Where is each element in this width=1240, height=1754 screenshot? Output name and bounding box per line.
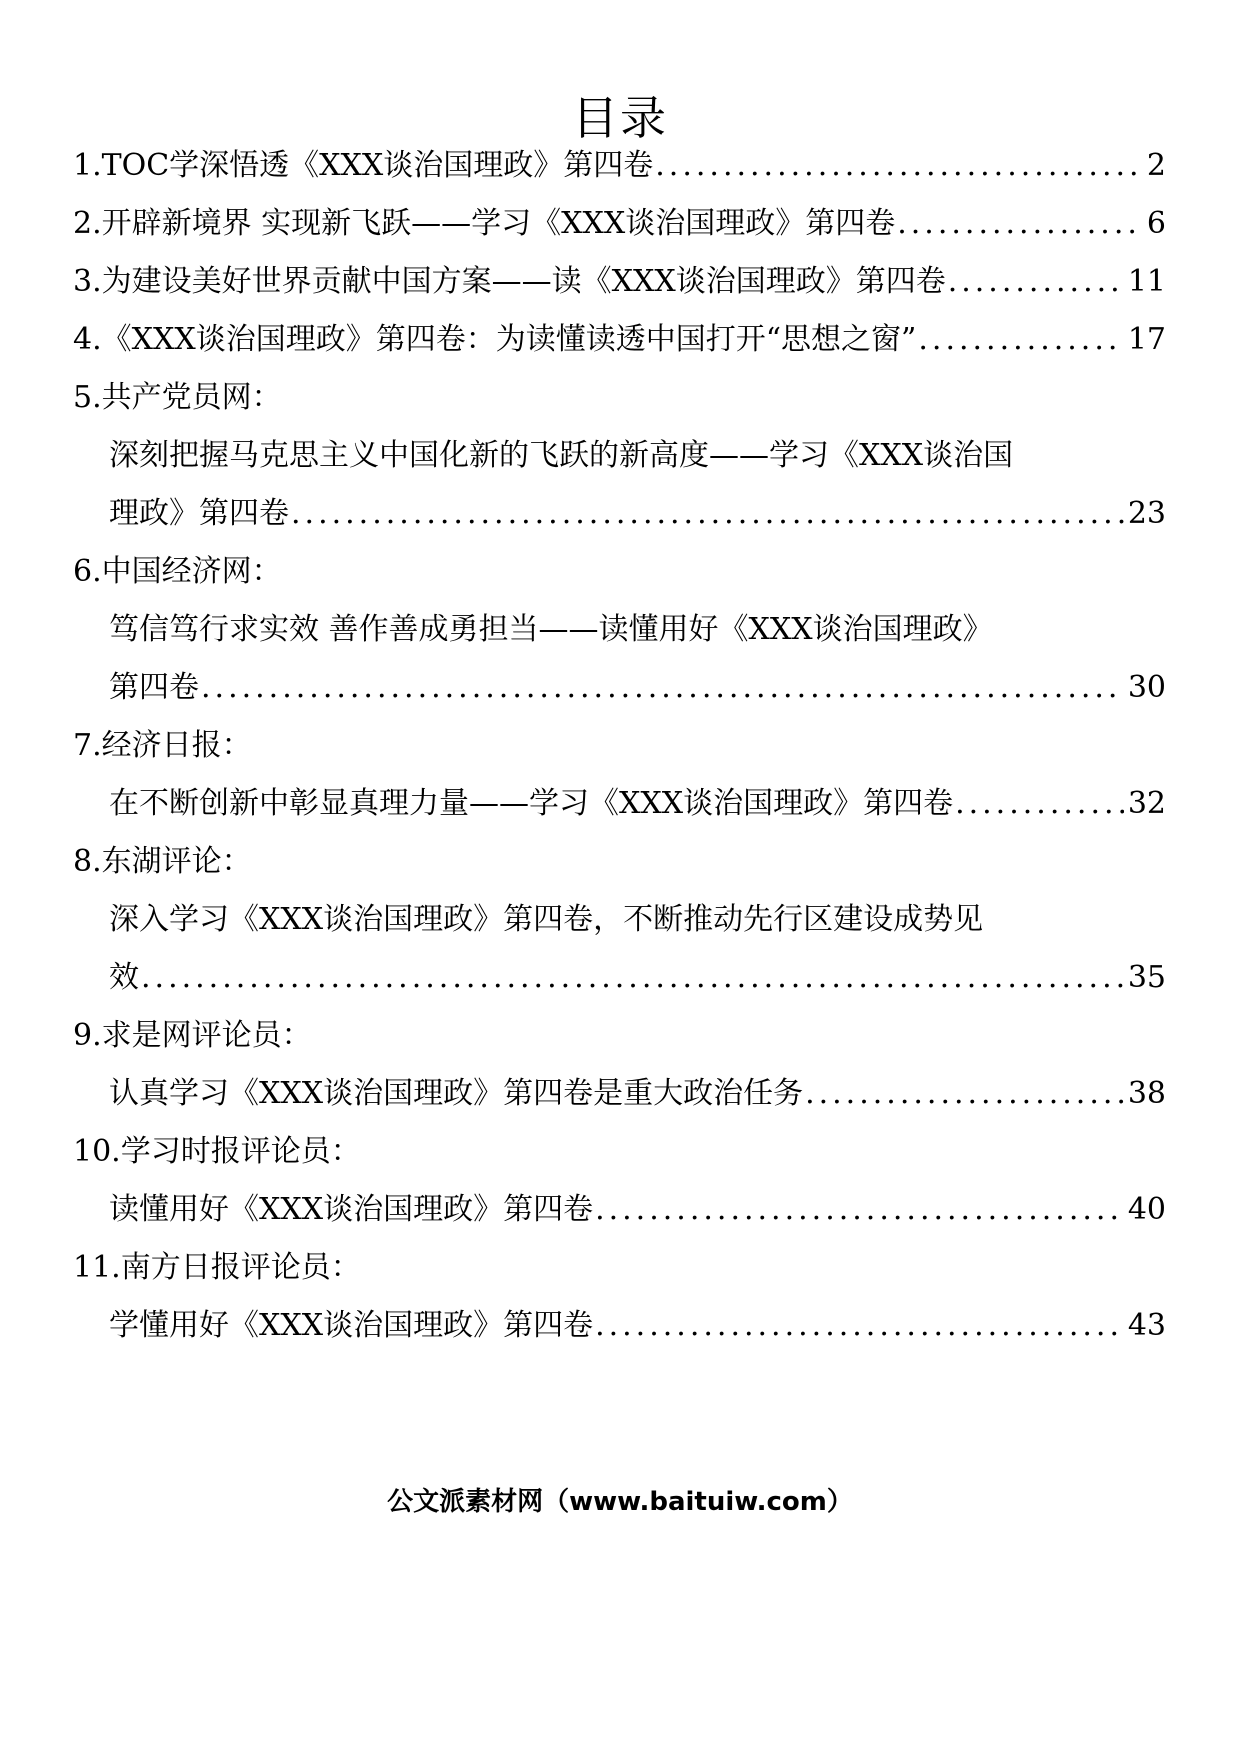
toc-entry-text: 第四卷 (109, 670, 199, 705)
leader-dots (897, 199, 1143, 249)
toc-entry-heading-8 (73, 837, 1166, 887)
toc-entry-heading-10 (73, 1127, 1166, 1177)
footer-watermark: 公文派素材网（www.baituiw.com） (387, 1487, 853, 1517)
toc-entry-text: 读懂用好《XXX谈治国理政》第四卷 (109, 1192, 594, 1227)
toc-entry-11[interactable] (109, 1301, 1166, 1351)
toc-page-number: 38 (1127, 1076, 1166, 1111)
toc-entry-text: 效 (109, 960, 139, 995)
toc-page-number: 43 (1127, 1308, 1166, 1343)
toc-entry-heading: 9.求是网评论员： (73, 1018, 312, 1053)
toc-page-number: 2 (1146, 148, 1166, 183)
toc-entry-3[interactable] (73, 257, 1166, 307)
toc-entry-text: 理政》第四卷 (109, 496, 289, 531)
toc-entry-5-line1[interactable] (109, 431, 1166, 481)
toc-page-number: 23 (1127, 496, 1166, 531)
leader-dots (955, 779, 1124, 829)
leader-dots (201, 663, 1124, 713)
toc-entry-8[interactable] (109, 953, 1166, 1003)
toc-entry-6[interactable] (109, 663, 1166, 713)
leader-dots (918, 315, 1123, 365)
toc-entry-5[interactable] (109, 489, 1166, 539)
toc-entry-heading: 10.学习时报评论员： (73, 1134, 361, 1169)
toc-entry-7[interactable] (109, 779, 1166, 829)
toc-page-number: 17 (1127, 322, 1166, 357)
toc-page-number: 11 (1127, 264, 1166, 299)
toc-entry-heading: 8.东湖评论： (73, 844, 252, 879)
toc-page-number: 30 (1127, 670, 1166, 705)
toc-page-number: 32 (1127, 786, 1166, 821)
toc-entry-4[interactable] (73, 315, 1166, 365)
leader-dots (141, 953, 1124, 1003)
leader-dots (595, 1301, 1124, 1351)
leader-dots (595, 1185, 1124, 1235)
toc-entry-text: 笃信笃行求实效 善作善成勇担当——读懂用好《XXX谈治国理政》 (109, 612, 993, 647)
toc-entry-text: 深入学习《XXX谈治国理政》第四卷，不断推动先行区建设成势见 (109, 902, 984, 937)
toc-entry-heading-11 (73, 1243, 1166, 1293)
toc-entry-text: 2.开辟新境界 实现新飞跃——学习《XXX谈治国理政》第四卷 (73, 206, 896, 241)
toc-page-number: 6 (1146, 206, 1166, 241)
toc-entry-1[interactable] (73, 141, 1166, 191)
toc-entry-9[interactable] (109, 1069, 1166, 1119)
leader-dots (291, 489, 1124, 539)
toc-entry-text: 在不断创新中彰显真理力量——学习《XXX谈治国理政》第四卷 (109, 786, 954, 821)
toc-entry-heading-6 (73, 547, 1166, 597)
toc-entry-10[interactable] (109, 1185, 1166, 1235)
toc-entry-heading: 6.中国经济网： (73, 554, 282, 589)
toc-entry-heading: 11.南方日报评论员： (73, 1250, 361, 1285)
toc-entry-text: 深刻把握马克思主义中国化新的飞跃的新高度——学习《XXX谈治国 (109, 438, 1014, 473)
toc-entry-2[interactable] (73, 199, 1166, 249)
toc-entry-text: 3.为建设美好世界贡献中国方案——读《XXX谈治国理政》第四卷 (73, 264, 946, 299)
toc-entry-heading-9 (73, 1011, 1166, 1061)
toc-entry-heading-5 (73, 373, 1166, 423)
toc-entry-text: 4.《XXX谈治国理政》第四卷：为读懂读透中国打开“思想之窗” (73, 322, 917, 357)
toc-entry-6-line1[interactable] (109, 605, 1166, 655)
leader-dots (655, 141, 1143, 191)
leader-dots (948, 257, 1124, 307)
toc-entry-text: 认真学习《XXX谈治国理政》第四卷是重大政治任务 (109, 1076, 804, 1111)
toc-entry-text: 1.TOC学深悟透《XXX谈治国理政》第四卷 (73, 148, 654, 183)
toc-entry-heading-7 (73, 721, 1166, 771)
leader-dots (805, 1069, 1124, 1119)
toc-entry-text: 学懂用好《XXX谈治国理政》第四卷 (109, 1308, 594, 1343)
toc-entry-heading: 5.共产党员网： (73, 380, 282, 415)
toc-page-number: 35 (1127, 960, 1166, 995)
toc-page-number: 40 (1127, 1192, 1166, 1227)
toc-entry-8-line1[interactable] (109, 895, 1166, 945)
page-title: 目录 (572, 91, 668, 145)
toc-entry-heading: 7.经济日报： (73, 728, 252, 763)
